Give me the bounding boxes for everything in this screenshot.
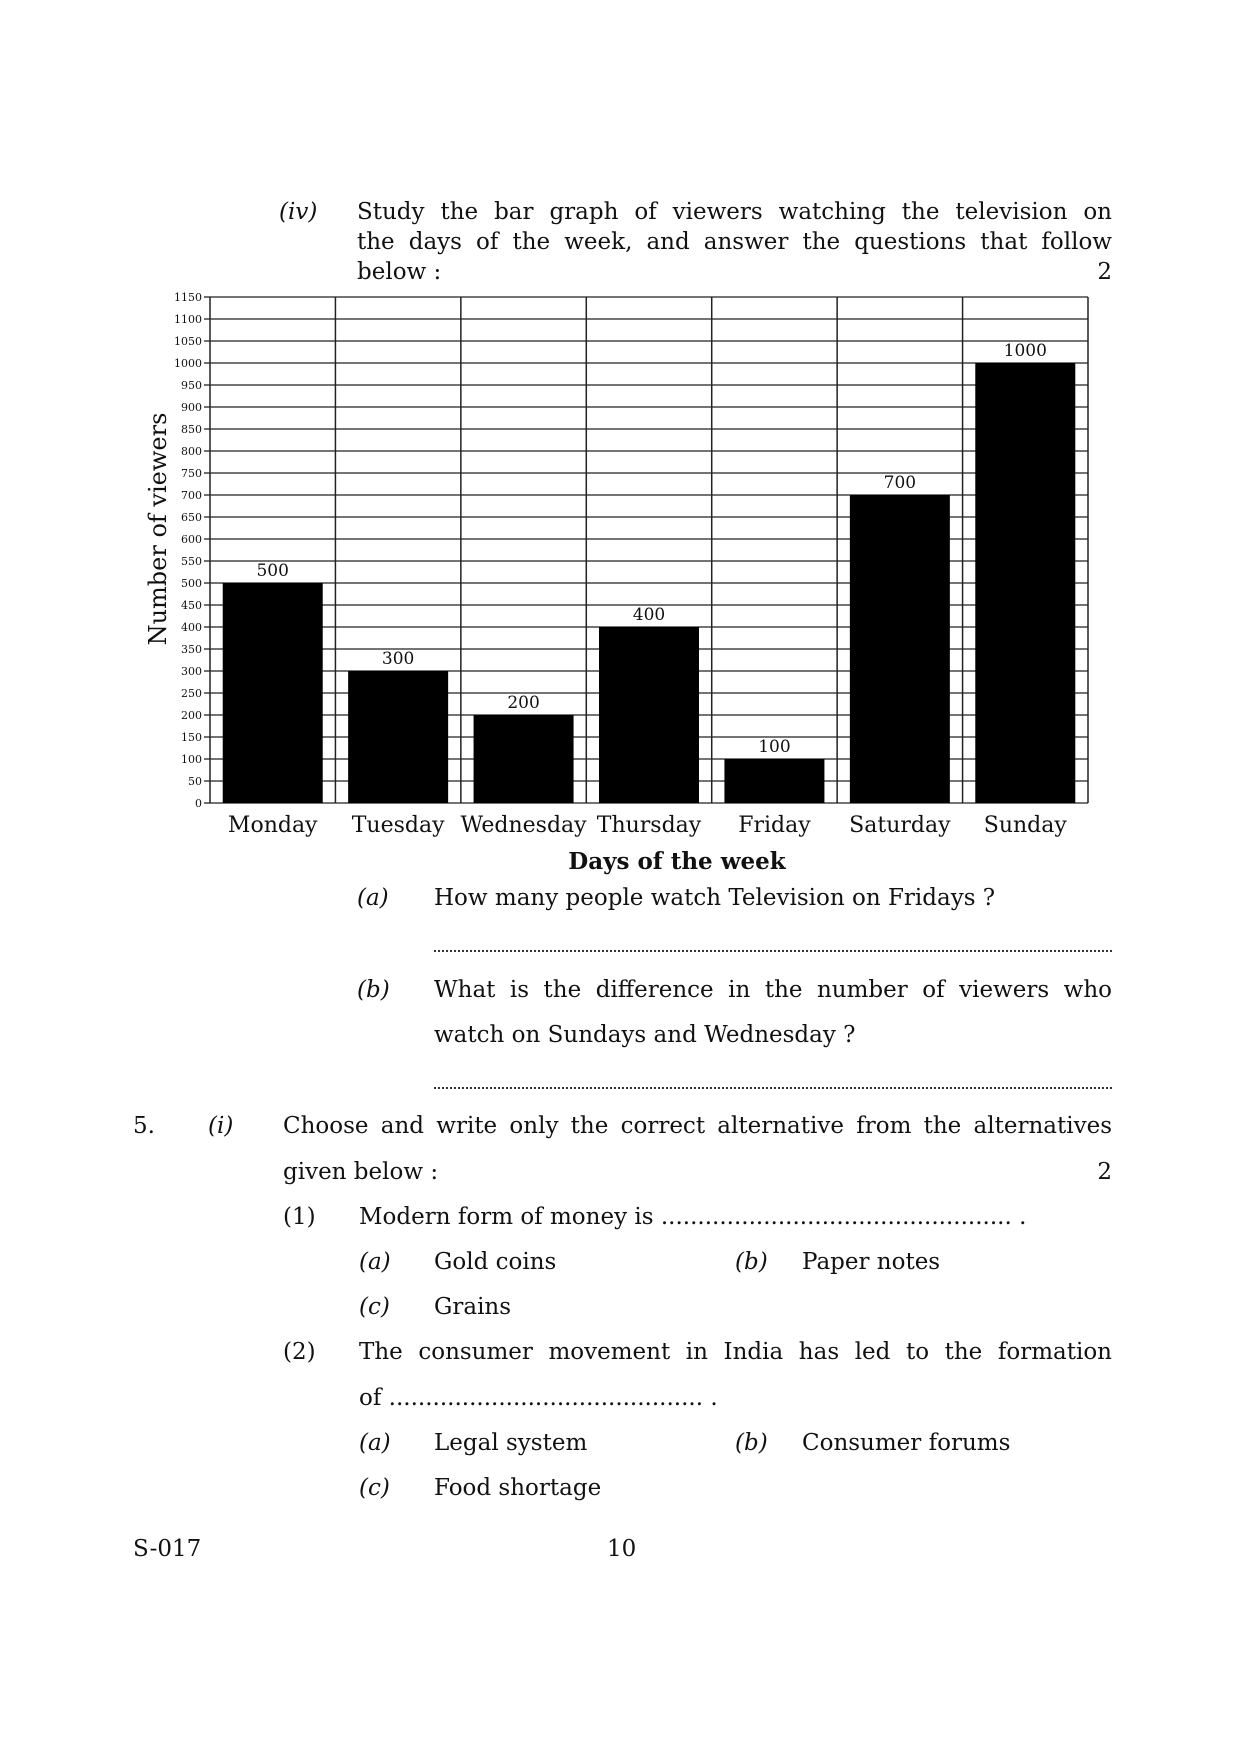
item-stem: The consumer movement in India has led to the formation: [359, 1339, 1112, 1365]
data-label: 1000: [1003, 341, 1047, 361]
y-tick-label: 250: [181, 687, 202, 700]
bar: [223, 583, 323, 803]
x-category-label: Sunday: [983, 813, 1067, 838]
data-label: 100: [758, 737, 791, 757]
option-text: Grains: [434, 1294, 512, 1320]
question-label: (iv): [279, 199, 318, 225]
bar: [724, 759, 824, 803]
y-tick-label: 800: [181, 445, 202, 458]
question-text-line: given below :: [283, 1159, 439, 1185]
option-label: (a): [359, 1249, 391, 1275]
y-tick-label: 300: [181, 665, 202, 678]
data-label: 700: [883, 473, 917, 493]
question-text-line: Choose and write only the correct alternative from the alternatives: [283, 1113, 1112, 1139]
y-tick-label: 400: [181, 621, 202, 634]
question-part: (i): [208, 1113, 234, 1139]
y-tick-label: 900: [181, 401, 202, 414]
data-label: 500: [256, 561, 289, 581]
option-text: Legal system: [434, 1430, 588, 1456]
y-tick-label: 100: [181, 753, 202, 766]
x-axis-categories: [228, 813, 1067, 838]
option-label: (b): [735, 1249, 768, 1275]
x-category-label: Monday: [227, 813, 318, 838]
option-text: Food shortage: [434, 1475, 602, 1501]
y-tick-label: 1050: [174, 335, 202, 348]
question-text-line: Study the bar graph of viewers watching the television on: [357, 199, 1112, 225]
y-tick-label: 750: [181, 467, 202, 480]
sub-question-text: watch on Sundays and Wednesday ?: [434, 1022, 856, 1048]
y-tick-label: 950: [181, 379, 202, 392]
y-tick-label: 450: [181, 599, 202, 612]
bar: [474, 715, 574, 803]
data-label: 400: [632, 605, 666, 625]
answer-line: [434, 1087, 1112, 1089]
option-text: Paper notes: [802, 1249, 941, 1275]
bar: [850, 495, 950, 803]
y-tick-label: 550: [181, 555, 202, 568]
bar: [975, 363, 1075, 803]
sub-question-label: (a): [357, 885, 389, 911]
option-label: (a): [359, 1430, 391, 1456]
y-tick-label: 1150: [174, 291, 202, 304]
y-tick-label: 850: [181, 423, 202, 436]
sub-question-label: (b): [357, 977, 390, 1003]
y-tick-label: 0: [195, 797, 202, 810]
page-number: 10: [607, 1536, 637, 1562]
y-tick-label: 700: [181, 489, 202, 502]
question-text-line: the days of the week, and answer the questions that follow: [357, 229, 1112, 255]
question-text-line: below :: [357, 259, 442, 285]
y-tick-label: 500: [181, 577, 202, 590]
marks: 2: [1097, 1159, 1112, 1185]
data-label: 300: [381, 649, 415, 669]
option-label: (b): [735, 1430, 768, 1456]
y-tick-label: 650: [181, 511, 202, 524]
bar: [599, 627, 699, 803]
y-tick-label: 1100: [174, 313, 202, 326]
chart-bars: [223, 341, 1076, 803]
option-text: Consumer forums: [802, 1430, 1011, 1456]
sub-question-text: How many people watch Television on Fridays ?: [434, 885, 996, 911]
sub-question-text: What is the difference in the number of viewers who: [434, 977, 1112, 1003]
x-category-label: Saturday: [849, 813, 951, 838]
option-label: (c): [359, 1475, 390, 1501]
option-label: (c): [359, 1294, 390, 1320]
question-number: 5.: [133, 1113, 155, 1139]
paper-code: S-017: [133, 1536, 202, 1562]
x-category-label: Friday: [738, 813, 811, 838]
bar: [348, 671, 448, 803]
y-axis-label: Number of viewers: [144, 412, 172, 646]
x-category-label: Wednesday: [460, 813, 587, 838]
option-text: Gold coins: [434, 1249, 557, 1275]
x-category-label: Thursday: [596, 813, 702, 838]
y-tick-label: 150: [181, 731, 202, 744]
item-number: (2): [283, 1339, 316, 1365]
item-number: (1): [283, 1204, 316, 1230]
marks: 2: [1097, 259, 1112, 285]
item-stem: Modern form of money is ................................................ .: [359, 1204, 1027, 1230]
data-label: 200: [507, 693, 540, 713]
y-tick-label: 1000: [174, 357, 202, 370]
y-tick-label: 200: [181, 709, 202, 722]
y-axis-ticks: [174, 291, 202, 810]
x-axis-label: Days of the week: [568, 848, 786, 875]
y-tick-label: 350: [181, 643, 202, 656]
y-tick-label: 600: [181, 533, 202, 546]
x-category-label: Tuesday: [351, 813, 445, 838]
y-tick-label: 50: [188, 775, 202, 788]
item-stem: of ........................................... .: [359, 1385, 718, 1411]
answer-line: [434, 950, 1112, 952]
